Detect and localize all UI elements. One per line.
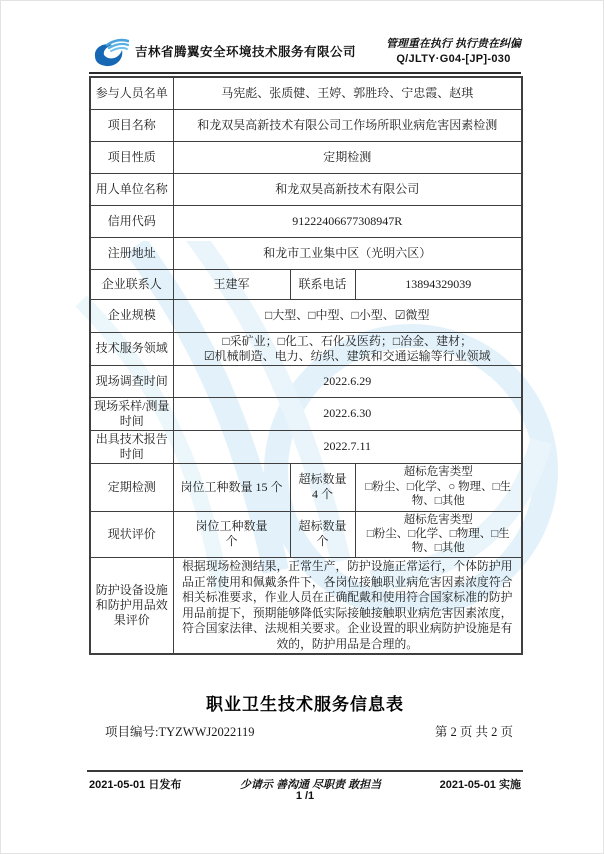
hazard-title: 超标危害类型 xyxy=(403,466,473,479)
row-label: 防护设备设施和防护用品效果评价 xyxy=(90,557,173,654)
positions-count xyxy=(173,511,290,557)
table-row xyxy=(90,299,522,332)
row-value: 和龙双昊高新技术有限公司 xyxy=(173,173,522,205)
header-divider xyxy=(89,72,521,74)
row-label: 用人单位名称 xyxy=(90,173,173,205)
exceed-count xyxy=(290,463,355,511)
page-info: 第 2 页 共 2 页 xyxy=(434,725,513,739)
table-row xyxy=(90,269,522,299)
table-row xyxy=(90,463,522,511)
contact-name: 王建军 xyxy=(173,269,290,299)
row-label: 现场采样/测量时间 xyxy=(90,397,173,430)
company-name: 吉林省腾翼安全环境技术服务有限公司 xyxy=(135,45,357,59)
protection-evaluation-text: 根据现场检测结果，正常生产，防护设施正常运行，个体防护用品正常使用和佩戴条件下，各岗位接触职业病危害因素浓度符合相关标准要求，作业人员在正确配戴和使用符合国家标准的防护用品前提下，预期能够降低实际接触接触职业病危害因素浓度，符合国家法律、法规相关要求。企业设置的职业病防护设施是有效的，防护用品是合理的。 xyxy=(173,557,522,654)
service-field-options xyxy=(173,332,522,365)
row-label: 定期检测 xyxy=(90,463,173,511)
row-value: 91222406677308947R xyxy=(173,205,522,237)
header-slogan: 管理重在执行 执行贵在纠偏 xyxy=(385,38,521,51)
table-row xyxy=(90,332,522,365)
row-label: 注册地址 xyxy=(90,237,173,269)
phone-number: 13894329039 xyxy=(355,269,522,299)
table-row xyxy=(90,237,522,269)
table-row xyxy=(90,557,522,654)
row-label: 现状评价 xyxy=(90,511,173,557)
row-label: 技术服务领域 xyxy=(90,332,173,365)
row-value: 和龙双昊高新技术有限公司工作场所职业病危害因素检测 xyxy=(173,109,522,141)
release-date: 2021-05-01 日发布 xyxy=(89,779,182,791)
exceed-count xyxy=(290,511,355,557)
row-value: 定期检测 xyxy=(173,141,522,173)
table-row xyxy=(90,109,522,141)
scale-options: □大型、□中型、□小型、☑微型 xyxy=(173,299,522,332)
positions-label: 岗位工种数量 xyxy=(195,519,268,534)
row-label: 企业联系人 xyxy=(90,269,173,299)
footer-divider xyxy=(87,770,523,772)
footer-motto: 少请示 善沟通 尽职责 敢担当 xyxy=(239,779,382,791)
document-code: Q/JLTY·G04-[JP]-030 xyxy=(396,52,511,65)
table-row xyxy=(90,173,522,205)
hazard-options: □粉尘、□化学、□物理、□生物、□其他 xyxy=(366,527,510,555)
table-row xyxy=(90,205,522,237)
page-number: 1 /1 xyxy=(295,790,315,802)
row-label: 信用代码 xyxy=(90,205,173,237)
hazard-title: 超标危害类型 xyxy=(403,513,473,526)
row-label: 项目名称 xyxy=(90,109,173,141)
table-row xyxy=(90,511,522,557)
row-label: 参与人员名单 xyxy=(90,77,173,109)
table-row xyxy=(90,430,522,463)
form-title: 职业卫生技术服务信息表 xyxy=(206,695,404,714)
row-label: 项目性质 xyxy=(90,141,173,173)
row-label: 出具技术报告时间 xyxy=(90,430,173,463)
implement-date: 2021-05-01 实施 xyxy=(439,779,521,791)
exceed-label: 超标数量 xyxy=(298,472,347,486)
table-row xyxy=(90,141,522,173)
table-row xyxy=(90,397,522,430)
exceed-value: 个 xyxy=(316,534,329,549)
row-value: 和龙市工业集中区（光明六区） xyxy=(173,237,522,269)
service-info-table xyxy=(89,76,523,655)
table-row xyxy=(90,77,522,109)
row-label: 企业规模 xyxy=(90,299,173,332)
company-logo-icon xyxy=(89,37,129,67)
row-value: 2022.6.29 xyxy=(173,365,522,397)
row-label: 现场调查时间 xyxy=(90,365,173,397)
row-value: 2022.6.30 xyxy=(173,397,522,430)
positions-count: 岗位工种数量 15 个 xyxy=(173,463,290,511)
hazard-types xyxy=(355,511,522,557)
page-header xyxy=(89,37,521,67)
exceed-value: 4 个 xyxy=(311,487,333,501)
project-number: 项目编号:TYZWWJ2022119 xyxy=(105,725,255,739)
phone-label: 联系电话 xyxy=(290,269,355,299)
hazard-types xyxy=(355,463,522,511)
table-row xyxy=(90,365,522,397)
service-field-line1: □采矿业；□化工、石化及医药；□冶金、建材； xyxy=(222,333,473,348)
exceed-label: 超标数量 xyxy=(298,519,347,534)
row-value: 2022.7.11 xyxy=(173,430,522,463)
hazard-options: □粉尘、□化学、○ 物理、□生物、□其他 xyxy=(365,480,512,508)
service-field-line2: ☑机械制造、电力、纺织、建筑和交通运输等行业领域 xyxy=(203,348,491,363)
positions-unit: 个 xyxy=(225,534,238,549)
row-value: 马宪彪、张质健、王婷、郭胜玲、宁忠霞、赵琪 xyxy=(173,77,522,109)
project-number-row xyxy=(89,722,521,740)
